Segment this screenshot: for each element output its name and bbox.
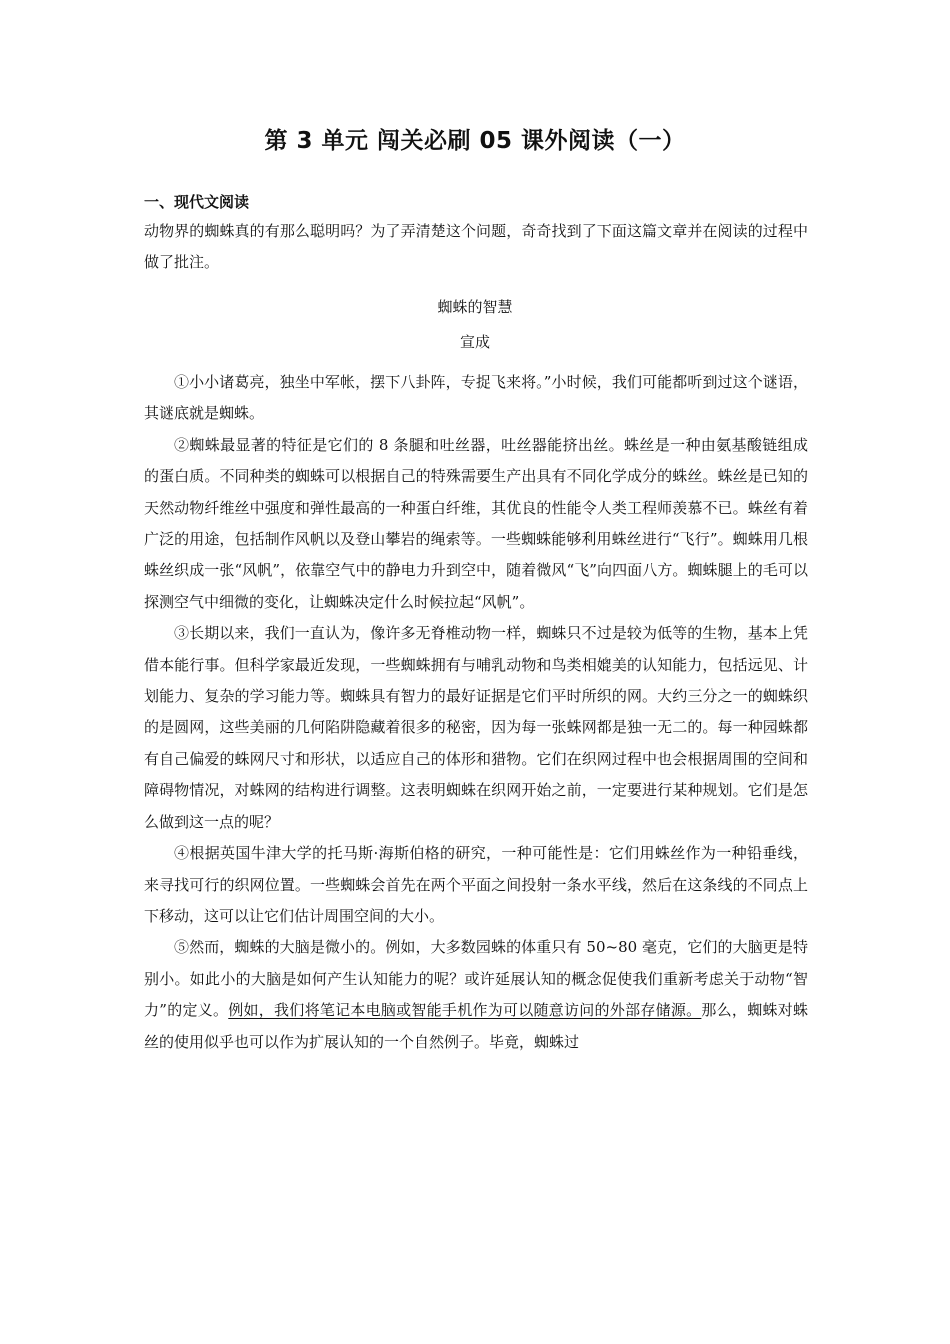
section-heading: 一、现代文阅读 — [144, 193, 250, 211]
document-title: 第 3 单元 闯关必刷 05 课外阅读（一） — [264, 128, 686, 154]
paragraph-4: ④根据英国牛津大学的托马斯·海斯伯格的研究，一种可能性是：它们用蛛丝作为一种铅垂线，来寻找可行的织网位置。一些蜘蛛会首先在两个平面之间投射一条水平线，然后在这条线的不同点上下移动，这可以让它们估计周围空间的大小。 — [144, 844, 808, 925]
paragraph-5-text-end: 那么，蜘蛛对蛛丝的使用似乎也可以作为扩展认知的一个自然例子。毕竟，蜘蛛过 — [144, 1001, 808, 1051]
paragraph-5-text-start: ⑤然而，蜘蛛的大脑是微小的。例如，大多数园蛛的体重只有 50~80 毫克，它们的大脑更是特别小。如此小的大脑是如何产生认知能力的呢？或许延展认知的概念促使我们重新考虑关于动物“智力”的定义。 — [144, 938, 808, 1020]
paragraph-3: ③长期以来，我们一直认为，像许多无脊椎动物一样，蜘蛛只不过是较为低等的生物，基本上凭借本能行事。但科学家最近发现，一些蜘蛛拥有与哺乳动物和鸟类相媲美的认知能力，包括远见、计划能力、复杂的学习能力等。蜘蛛具有智力的最好证据是它们平时所织的网。大约三分之一的蜘蛛织的是圆网，这些美丽的几何陷阱隐藏着很多的秘密，因为每一张蛛网都是独一无二的。每一种园蛛都有自己偏爱的蛛网尺寸和形状，以适应自己的体形和猎物。它们在织网过程中也会根据周围的空间和障碍物情况，对蛛网的结构进行调整。这表明蜘蛛在织网开始之前，一定要进行某种规划。它们是怎么做到这一点的呢？ — [144, 624, 808, 831]
intro-paragraph: 动物界的蜘蛛真的有那么聪明吗？为了弄清楚这个问题，奇奇找到了下面这篇文章并在阅读的过程中做了批注。 — [144, 222, 808, 272]
article-title: 蜘蛛的智慧 — [437, 298, 513, 316]
article-body — [144, 367, 808, 1058]
annotated-underlined-sentence: 例如，我们将笔记本电脑或智能手机作为可以随意访问的外部存储源。 — [228, 1001, 702, 1020]
article-author: 宣成 — [459, 333, 490, 351]
paragraph-1: ①小小诸葛亮，独坐中军帐，摆下八卦阵，专捉飞来将。”小时候，我们可能都听到过这个谜语，其谜底就是蜘蛛。 — [144, 373, 808, 423]
paragraph-2: ②蜘蛛最显著的特征是它们的 8 条腿和吐丝器，吐丝器能挤出丝。蛛丝是一种由氨基酸链组成的蛋白质。不同种类的蜘蛛可以根据自己的特殊需要生产出具有不同化学成分的蛛丝。蛛丝是已知的天然动物纤维丝中强度和弹性最高的一种蛋白纤维，其优良的性能令人类工程师羡慕不已。蛛丝有着广泛的用途，包括制作风帆以及登山攀岩的绳索等。一些蜘蛛能够利用蛛丝进行“飞行”。蜘蛛用几根蛛丝织成一张“风帆”，依靠空气中的静电力升到空中，随着微风“飞”向四面八方。蜘蛛腿上的毛可以探测空气中细微的变化，让蜘蛛决定什么时候拉起“风帆”。 — [144, 435, 808, 611]
paragraph-5 — [144, 932, 808, 1058]
